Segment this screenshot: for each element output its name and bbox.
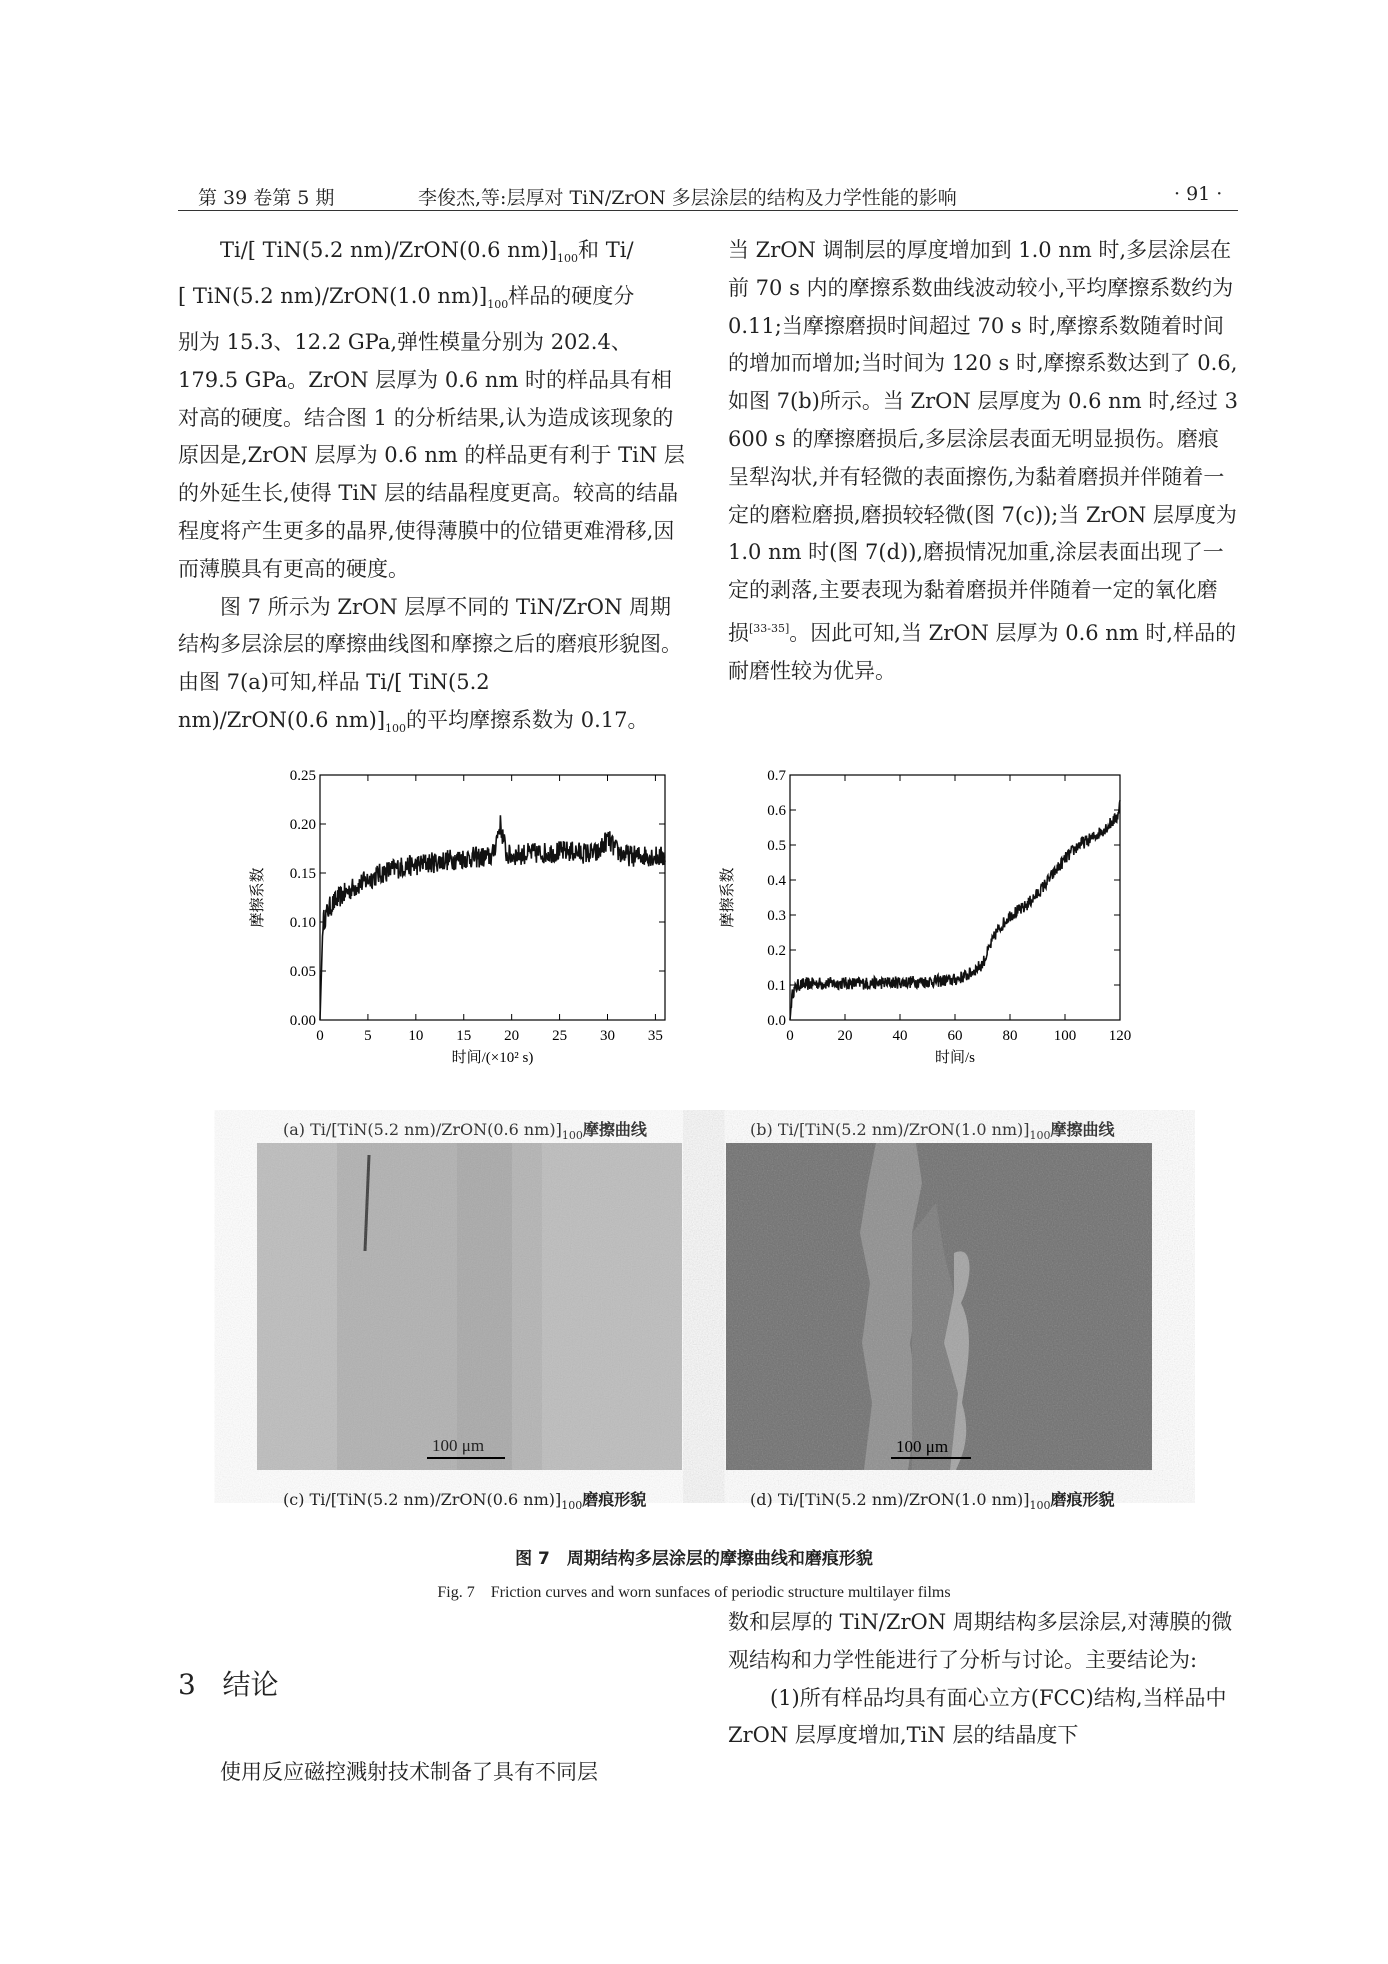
x-tick-label: 15: [456, 1028, 472, 1044]
y-tick-label: 0.6: [767, 803, 786, 819]
friction-chart-a: [245, 760, 685, 1100]
header-rule: [178, 210, 1238, 211]
y-tick-label: 0.25: [289, 768, 316, 784]
x-tick-label: 10: [408, 1028, 424, 1044]
conclusion-left: [178, 1754, 686, 1792]
x-tick-label: 40: [892, 1028, 908, 1044]
scale-bar-c: 100 μm: [432, 1436, 485, 1455]
y-tick-label: 0.05: [289, 964, 316, 980]
y-tick-label: 0.00: [289, 1013, 316, 1029]
journal-issue: 第 39 卷第 5 期: [198, 187, 335, 209]
paragraph: (1)所有样品均具有面心立方(FCC)结构,当样品中 ZrON 层厚度增加,TiN 层的结晶度下: [728, 1685, 1227, 1748]
y-tick-label: 0.1: [767, 978, 786, 994]
scale-line-d: [891, 1457, 971, 1459]
wear-track-image-c: [257, 1143, 682, 1470]
x-tick-label: 0: [316, 1028, 324, 1044]
x-tick-label: 60: [947, 1028, 963, 1044]
caption-d: (d) Ti/[TiN(5.2 nm)/ZrON(1.0 $nm)]_{100}$磨痕形貌: [750, 1490, 1115, 1513]
paragraph: 当 ZrON 调制层的厚度增加到 1.0 nm 时,多层涂层在前 70 s 内的摩擦系数曲线波动较小,平均摩擦系数约为 0.11;当摩擦磨损时间超过 70 s 时,摩擦系数随着时间的增加而增加;当时间为 120 s 时,摩擦系数达到了 0.6,如图 7(b)所示。当 ZrON 层厚度为 0.6 nm 时,经过 3 600 s 的摩擦磨损后,多层涂层表面无明显损伤。磨痕呈犁沟状,并有轻微的表面擦伤,为黏着磨损并伴随着一定的磨粒磨损,磨损较轻微(图 7(c));当 ZrON 层厚度为 1.0 nm 时(图 7(d)),磨损情况加重,涂层表面出现了一定的剥落,主要表现为黏着磨损并伴随着一定的氧化磨损[33-35]。因此可知,当 ZrON 层厚为 0.6 nm 时,样品的耐磨性较为优异。: [728, 238, 1239, 683]
figure-caption-en: Fig. 7 Friction curves and worn sunfaces of periodic structure multilayer films: [437, 1584, 951, 1601]
x-tick-label: 20: [837, 1028, 853, 1044]
y-tick-label: 0.3: [767, 908, 786, 924]
paragraph-line: nm)/ZrON(0.6 $nm)]_{100}$的平均摩擦系数为 0.17。: [178, 707, 649, 736]
caption-c: (c) Ti/[TiN(5.2 nm)/ZrON(0.6 $nm)]_{100}$磨痕形貌: [283, 1490, 647, 1513]
figure-caption-cn: 图 7 周期结构多层涂层的摩擦曲线和磨痕形貌: [515, 1549, 873, 1569]
left-column: [178, 232, 686, 748]
scale-line-c: [427, 1457, 505, 1459]
x-tick-label: 100: [1053, 1028, 1077, 1044]
y-axis-label: 摩擦系数: [720, 867, 736, 928]
x-tick-label: 0: [786, 1028, 794, 1044]
y-tick-label: 0.0: [767, 1013, 786, 1029]
x-axis-label: 时间/(×10² s): [451, 1050, 534, 1066]
series-line: [790, 800, 1120, 1020]
x-axis-label: 时间/s: [934, 1050, 976, 1066]
x-tick-label: 25: [552, 1028, 568, 1044]
paragraph: 数和层厚的 TiN/ZrON 周期结构多层涂层,对薄膜的微观结构和力学性能进行了分析与讨论。主要结论为:: [728, 1610, 1233, 1672]
y-tick-label: 0.5: [767, 838, 786, 854]
y-tick-label: 0.7: [767, 768, 786, 784]
y-tick-label: 0.10: [289, 915, 316, 931]
paragraph: 图 7 所示为 ZrON 层厚不同的 TiN/ZrON 周期结构多层涂层的摩擦曲线图和摩擦之后的磨痕形貌图。由图 7(a)可知,样品 Ti/[ TiN(5.2: [178, 594, 682, 695]
x-tick-label: 20: [504, 1028, 520, 1044]
y-axis-label: 摩擦系数: [250, 867, 266, 928]
x-tick-label: 120: [1108, 1028, 1132, 1044]
conclusion-right: [728, 1604, 1238, 1755]
section-heading: 3 结论: [178, 1668, 279, 1701]
series-line: [320, 815, 665, 1020]
sem-texture-c: [257, 1143, 682, 1470]
paragraph-line: [ TiN(5.2 nm)/ZrON(1.0 $nm)]_{100}$样品的硬度分: [178, 283, 635, 312]
x-tick-label: 5: [364, 1028, 372, 1044]
page-number: · 91 ·: [1174, 183, 1223, 205]
paragraph-line: Ti/[ TiN(5.2 nm)/ZrON(0.6 $nm)]_{100}$和 Ti/: [220, 238, 634, 266]
x-tick-label: 80: [1002, 1028, 1018, 1044]
friction-chart-b: [720, 760, 1155, 1100]
y-tick-label: 0.4: [767, 873, 786, 889]
sem-texture-d: [726, 1143, 1152, 1470]
caption-a: (a) Ti/[TiN(5.2 nm)/ZrON(0.6 $nm)]_{100}$摩擦曲线: [283, 1120, 647, 1143]
scale-bar-d: 100 μm: [896, 1437, 949, 1456]
y-tick-label: 0.2: [767, 943, 786, 959]
y-tick-label: 0.15: [289, 866, 316, 882]
x-tick-label: 35: [647, 1028, 663, 1044]
wear-track-image-d: [726, 1143, 1152, 1470]
right-column: [728, 232, 1238, 691]
running-title: 李俊杰,等:层厚对 TiN/ZrON 多层涂层的结构及力学性能的影响: [418, 187, 957, 209]
plot-frame: [320, 775, 665, 1020]
y-tick-label: 0.20: [289, 817, 316, 833]
paragraph: 使用反应磁控溅射技术制备了具有不同层: [220, 1760, 598, 1784]
caption-b: (b) Ti/[TiN(5.2 nm)/ZrON(1.0 $nm)]_{100}$摩擦曲线: [750, 1120, 1115, 1143]
x-tick-label: 30: [600, 1028, 615, 1044]
paragraph: 别为 15.3、12.2 GPa,弹性模量分别为 202.4、179.5 GPa。ZrON 层厚为 0.6 nm 时的样品具有相对高的硬度。结合图 1 的分析结果,认为造成该现象的原因是,ZrON 层厚为 0.6 nm 的样品更有利于 TiN 层的外延生长,使得 TiN 层的结晶程度更高。较高的结晶程度将产生更多的晶界,使得薄膜中的位错更难滑移,因而薄膜具有更高的硬度。: [178, 329, 685, 581]
